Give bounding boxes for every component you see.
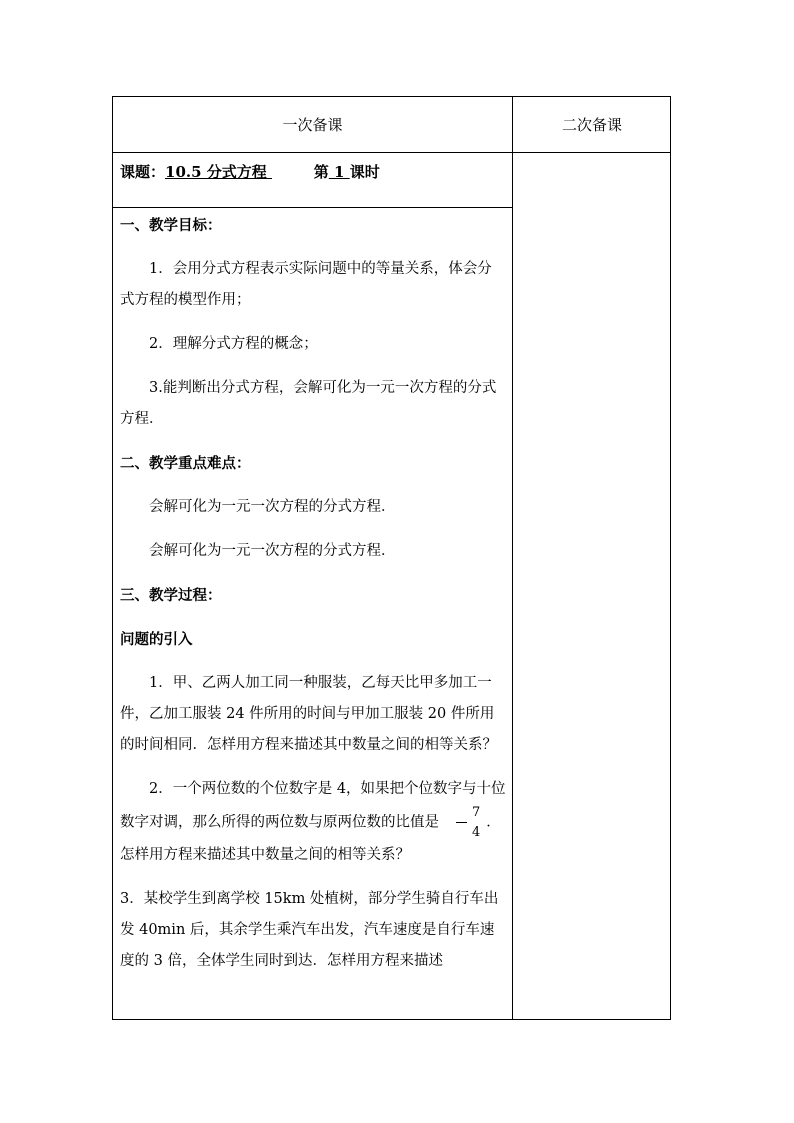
- keypoint-1: 会解可化为一元一次方程的分式方程．: [149, 499, 396, 515]
- lesson-number: 1: [328, 163, 350, 181]
- question-2: [120, 774, 506, 871]
- process-heading: 三、教学过程：: [120, 587, 222, 604]
- fraction: [443, 805, 480, 840]
- lesson-prefix: 第: [313, 163, 329, 181]
- lesson-suffix: 课时: [349, 163, 380, 181]
- goal-3: 3.能判断出分式方程，会解可化为一元一次方程的分式方程．: [120, 380, 497, 427]
- topic-divider: [113, 207, 512, 208]
- lesson-topic: [120, 161, 380, 182]
- header-divider: [113, 152, 670, 153]
- fraction-denominator: 4: [472, 825, 481, 840]
- fraction-numerator: 7: [472, 805, 481, 820]
- question-3: 3．某校学生到离学校 15km 处植树，部分学生骑自行车出发 40min 后，其余学生乘汽车出发，汽车速度是自行车速度的 3 倍，全体学生同时到达．怎样用方程来描述: [120, 891, 499, 969]
- question-2-after: ．怎样用方程来描述其中数量之间的相等关系？: [120, 814, 501, 863]
- topic-title: 10.5 分式方程: [165, 163, 272, 181]
- lesson-content: [120, 210, 506, 977]
- topic-prefix: 课题：: [120, 163, 166, 181]
- intro-heading: 问题的引入: [120, 631, 193, 648]
- goals-heading: 一、教学目标：: [120, 217, 222, 234]
- keypoints-heading: 二、教学重点难点：: [120, 455, 251, 472]
- question-2-text: 2．一个两位数的个位数字是 4，如果把个位数字与十位数字对调，那么所得的两位数与原两位数的比值是: [120, 781, 506, 831]
- goal-2: 2．理解分式方程的概念；: [149, 336, 318, 352]
- first-prep-header: 一次备课: [282, 116, 343, 134]
- column-divider: [512, 97, 513, 1019]
- question-1: 1．甲、乙两人加工同一种服装，乙每天比甲多加工一件，乙加工服装 24 件所用的时间与甲加工服装 20 件所用的时间相同．怎样用方程来描述其中数量之间的相等关系？: [120, 675, 497, 753]
- lesson-plan-table: [112, 96, 671, 1020]
- fraction-bar: [456, 822, 467, 823]
- second-prep-header: 二次备课: [561, 116, 622, 134]
- goal-1: 1．会用分式方程表示实际问题中的等量关系，体会分式方程的模型作用；: [120, 261, 492, 308]
- keypoint-2: 会解可化为一元一次方程的分式方程．: [149, 543, 396, 559]
